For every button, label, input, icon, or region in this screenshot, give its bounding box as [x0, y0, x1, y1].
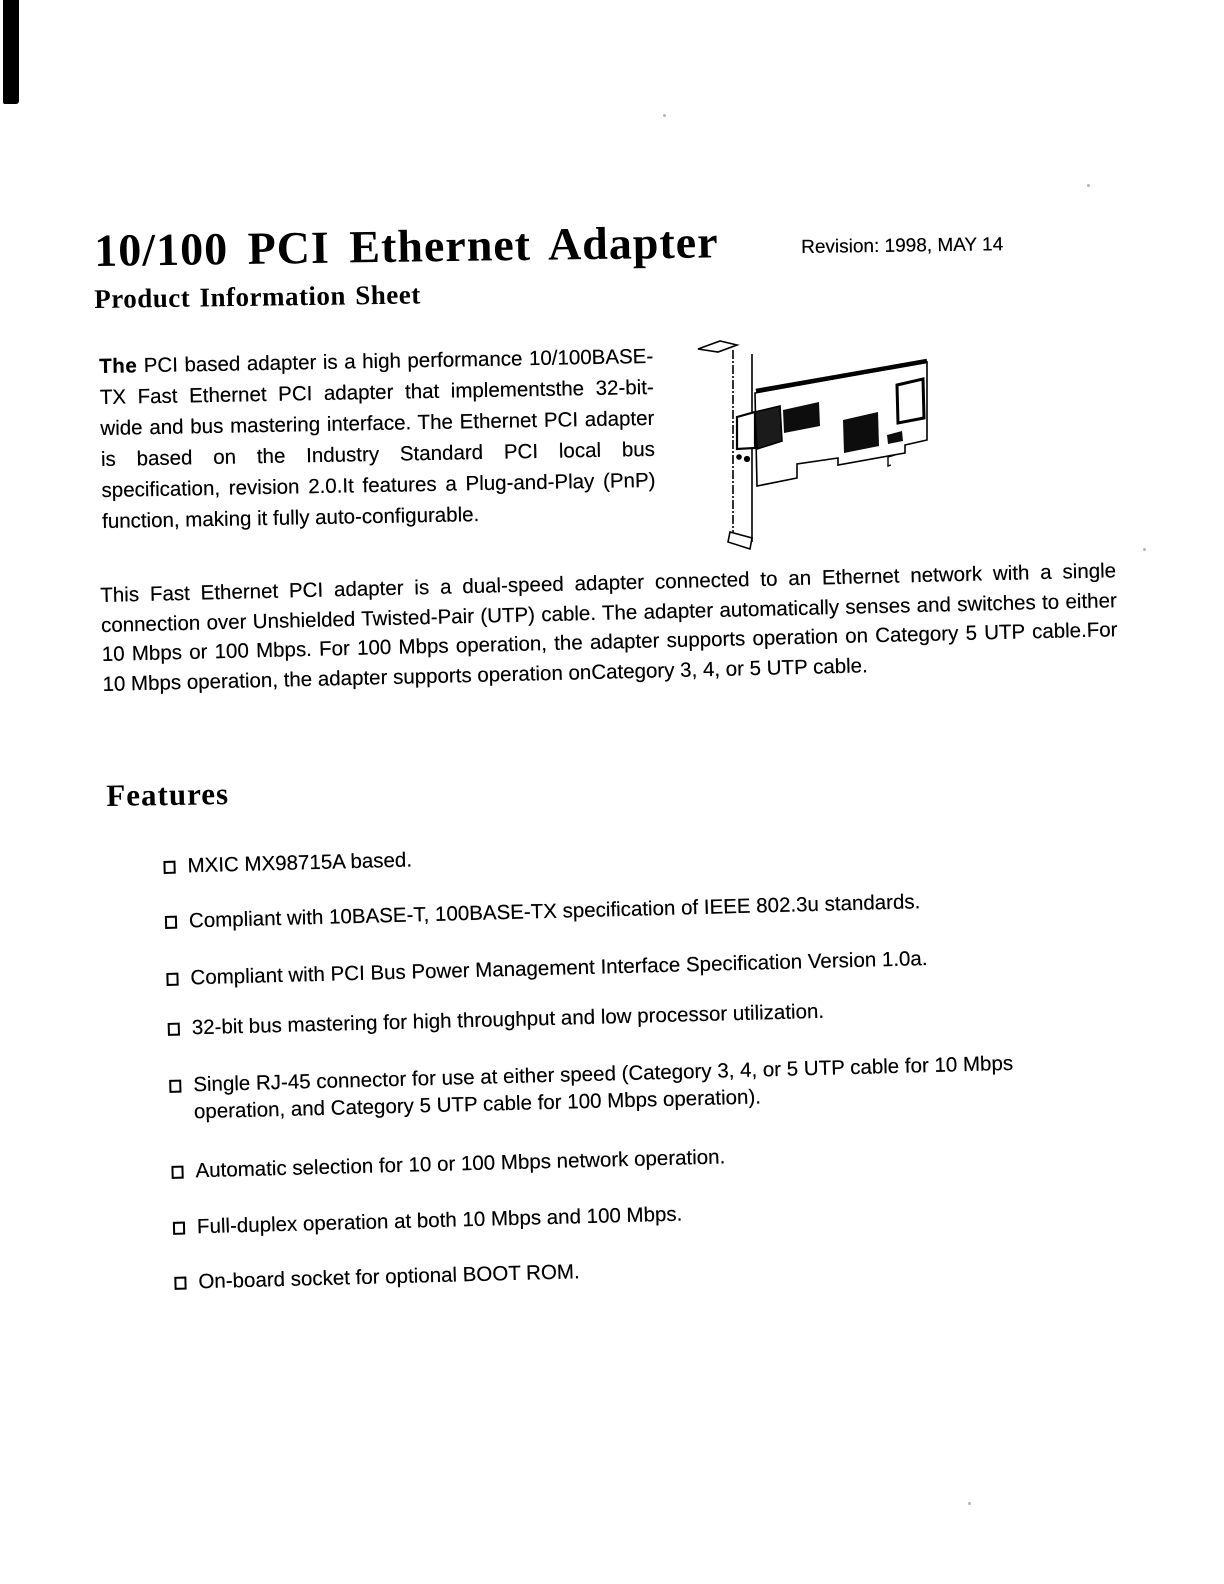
pci-adapter-card-illustration	[690, 330, 1100, 560]
feature-text: On-board socket for optional BOOT ROM.	[198, 1260, 580, 1294]
feature-text: 32-bit bus mastering for high throughput and low processor utilization.	[191, 999, 825, 1040]
feature-item	[171, 1143, 725, 1184]
overview-paragraph: This Fast Ethernet PCI adapter is a dual-speed adapter connected to an Ethernet network with a single connection over Unshielded Twisted-Pair (UTP) cable. The adapter automatically senses and switches to either 10 Mbps or 100 Mbps. For 100 Mbps operation, the adapter supports operation on Category 5 UTP cable.For 10 Mbps operation, the adapter supports operation onCategory 3, 4, or 5 UTP cable.	[100, 559, 1118, 696]
led-indicators	[736, 454, 750, 462]
feature-item	[165, 888, 921, 935]
feature-item	[169, 1048, 1088, 1126]
jumper-mark	[888, 455, 895, 466]
square-bullet-icon	[166, 973, 178, 986]
boot-rom-socket	[897, 379, 924, 423]
square-bullet-icon	[163, 861, 175, 874]
feature-text: Automatic selection for 10 or 100 Mbps network operation.	[195, 1145, 726, 1183]
document-subtitle: Product Information Sheet	[94, 279, 421, 314]
feature-text: Compliant with 10BASE-T, 100BASE-TX specification of IEEE 802.3u standards.	[188, 890, 921, 933]
features-heading: Features	[106, 776, 230, 813]
square-bullet-icon	[169, 1080, 181, 1093]
feature-text: Compliant with PCI Bus Power Management Interface Specification Version 1.0a.	[190, 947, 928, 990]
intro-lead-word: The	[99, 354, 138, 378]
feature-text: MXIC MX98715A based.	[187, 848, 413, 878]
square-bullet-icon	[174, 1277, 186, 1290]
feature-text: Single RJ-45 connector for use at either speed (Category 3, 4, or 5 UTP cable for 10 Mbps operation, and Category 5 UTP cable for 100 Mbps operation).	[192, 1051, 1014, 1124]
scan-speck	[1087, 184, 1090, 187]
scan-artifact-bar	[3, 0, 19, 104]
square-bullet-icon	[173, 1222, 185, 1235]
feature-item	[167, 998, 824, 1042]
scan-speck	[663, 114, 666, 117]
document-title: 10/100 PCI Ethernet Adapter	[93, 216, 719, 276]
scan-speck	[968, 1502, 971, 1505]
square-bullet-icon	[165, 916, 177, 929]
feature-item	[163, 846, 412, 879]
feature-item	[174, 1258, 580, 1296]
square-bullet-icon	[168, 1023, 180, 1036]
revision-note: Revision: 1998, MAY 14	[801, 234, 1004, 258]
features-list	[163, 820, 1135, 1325]
feature-text: Full-duplex operation at both 10 Mbps and 100 Mbps.	[196, 1202, 683, 1239]
scan-speck	[1143, 548, 1146, 551]
square-bullet-icon	[171, 1166, 183, 1179]
feature-item	[166, 945, 928, 992]
rj45-connector	[737, 406, 782, 449]
intro-paragraph	[99, 341, 656, 537]
intro-text: PCI based adapter is a high performance 10/100BASE-TX Fast Ethernet PCI adapter that implementsthe 32-bit-wide and bus mastering interface. The Ethernet PCI adapter is based on the Industry Standard PCI local bus specification, revision 2.0.It features a Plug-and-Play (PnP) function, making it fully auto-configurable.	[99, 344, 656, 533]
feature-item	[173, 1201, 683, 1241]
